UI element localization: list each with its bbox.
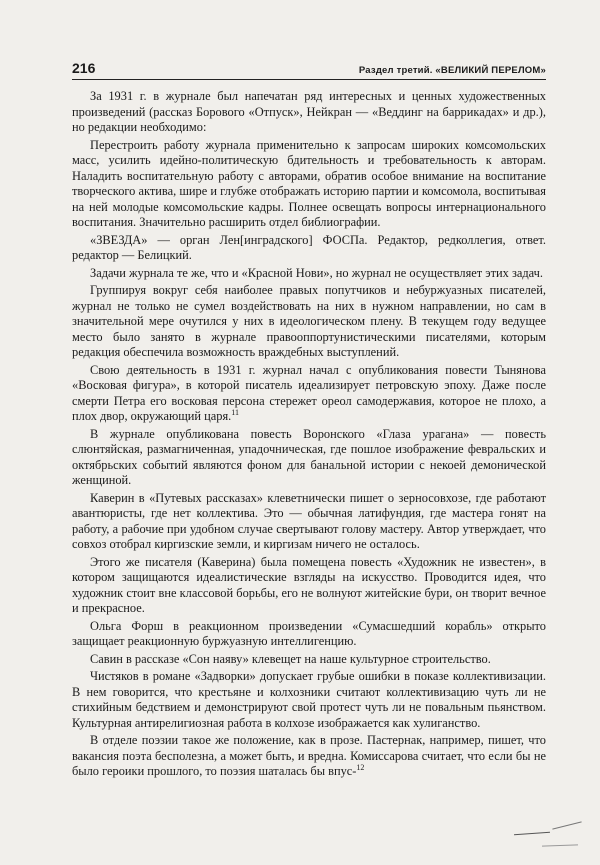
paragraph: В журнале опубликована повесть Воронского «Глаза урагана» — повесть слюнтяйская, размагниченная, упадочническая, где пошлое изображение февральских и октябрьских событий являются фоном для банальной истории с некоей демонической женщиной. [72, 426, 546, 487]
paragraph [72, 363, 546, 425]
page-number: 216 [72, 60, 96, 76]
paragraph: Группируя вокруг себя наиболее правых попутчиков и небуржуазных писателей, журнал не только не сумел воздействовать на них в нужном направлении, но сам в значительной мере очутился у них в идеологическом плену. В текущем году ведущее место было занято в журнале правооппортунистическими писателями, которым редакция обеспечила возможность враждебных выступлений. [72, 283, 546, 359]
paragraph: Этого же писателя (Каверина) была помещена повесть «Художник не известен», в котором защищаются идеалистические взгляды на искусство. Проводится идея, что художник стоит вне классовой борьбы, его не волнуют житейские бури, он творит вечное и прекрасное. [72, 554, 546, 615]
body-text [72, 89, 546, 780]
paragraph-text: Свою деятельность в 1931 г. журнал начал с опубликования повести Тынянова «Восковая фигура», в которой писатель идеализирует петровскую эпоху. Даже после смерти Петра его восковая персона стережет ореол самодержавия, которое не плохо, а плох двор, окружающий царя. [72, 362, 546, 423]
paragraph: За 1931 г. в журнале был напечатан ряд интересных и ценных художественных произведений (рассказ Борового «Отпуск», Нейкран — «Веддинг на баррикадах» и др.), но редакции необходимо: [72, 89, 546, 134]
paragraph: Каверин в «Путевых рассказах» клеветнически пишет о зерносовхозе, где работают авантюристы, где нет коллектива. Это — обычная латифундия, где мастера гонят на работу, а рабочие при удобном случае свертывают голову мастеру. Автор утверждает, что совхоз отобрал киргизские земли, и киргизам ничего не осталось. [72, 490, 546, 551]
paragraph: Савин в рассказе «Сон наяву» клевещет на наше культурное строительство. [90, 651, 491, 666]
paragraph: Ольга Форш в реакционном произведении «Сумасшедший корабль» открыто защищает реакционную буржуазную интеллигенцию. [72, 618, 546, 648]
paragraph-text: В отделе поэзии такое же положение, как в прозе. Пастернак, например, пишет, что вакансия поэта бесполезна, а может быть, и вредна. Комиссарова считает, что если бы не было героики прошлого, то поэзия шаталась бы впус- [72, 733, 546, 778]
paragraph: Задачи журнала те же, что и «Красной Нови», но журнал не осуществляет этих задач. [90, 265, 543, 280]
scan-corner-mark [514, 813, 584, 851]
footnote-ref: 12 [356, 762, 365, 772]
paragraph: Чистяков в романе «Задворки» допускает грубые ошибки в показе коллективизации. В нем говорится, что крестьяне и колхозники считают коллективизацию чуть ли не стихийным бедствием и демонстрируют свой протест чуть ли не повальным пьянством. Культурная антирелигиозная работа в колхозе изображается как хулиганство. [72, 669, 546, 730]
page-header [72, 60, 546, 80]
running-head: Раздел третий. «ВЕЛИКИЙ ПЕРЕЛОМ» [358, 65, 546, 76]
footnote-ref: 11 [231, 407, 239, 417]
paragraph: «ЗВЕЗДА» — орган Лен[инградского] ФОСПа. Редактор, редколлегия, ответ. редактор — Белицкий. [72, 232, 546, 262]
paragraph: Перестроить работу журнала применительно к запросам широких комсомольских масс, усилить идейно-политическую бдительность и требовательность к авторам. Наладить воспитательную работу с авторами, обратив особое внимание на воспитание творческого актива, шире и глубже отображать историю партии и комсомола, воспитывая на ней молодые комсомольские кадры. Полнее освещать вопросы интернационального воспитания. Значительно расширить отдел библиографии. [72, 137, 546, 229]
paragraph [72, 733, 546, 780]
book-page [72, 60, 546, 782]
